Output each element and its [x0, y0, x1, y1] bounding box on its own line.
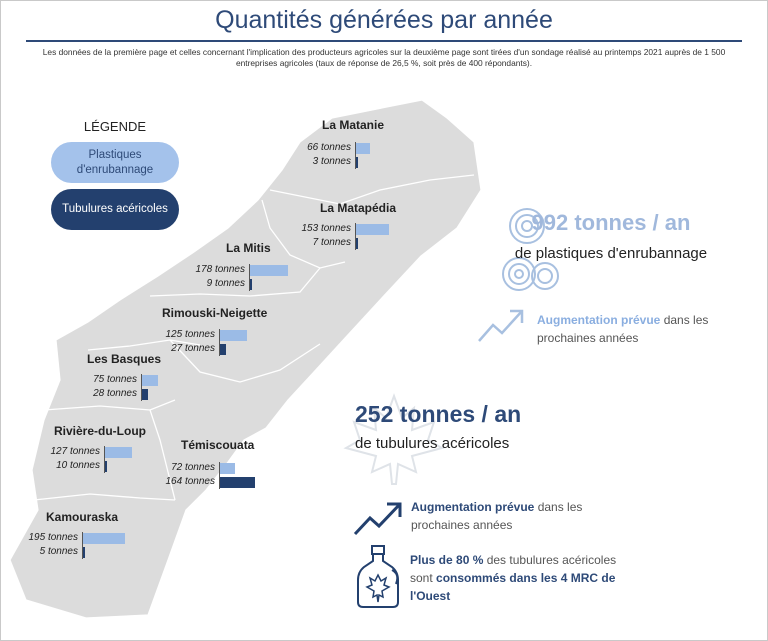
- plastiques-augmentation: [537, 311, 737, 347]
- plastiques-total-label: de plastiques d'enrubannage: [514, 245, 708, 262]
- trend-up-arrow-icon: [476, 305, 528, 345]
- region-name-temiscouata: Témiscouata: [181, 438, 255, 452]
- bar-tubulures-la-mitis: [250, 279, 252, 290]
- tubulures-augmentation: [411, 498, 611, 534]
- label-tubulures-la-mitis: 9 tonnes: [206, 278, 245, 289]
- label-plastiques-la-mitis: 178 tonnes: [195, 264, 245, 275]
- label-plastiques-temiscouata: 72 tonnes: [171, 462, 215, 473]
- page-title: Quantités générées par année: [215, 6, 553, 34]
- plastiques-total: 992 tonnes / an: [531, 210, 691, 235]
- bar-tubulures-la-matapedia: [356, 238, 358, 249]
- label-tubulures-la-matanie: 3 tonnes: [312, 156, 351, 167]
- region-name-kamouraska: Kamouraska: [46, 510, 119, 524]
- bar-plastiques-temiscouata: [220, 463, 235, 474]
- bar-tubulures-riviere-du-loup: [105, 461, 107, 472]
- bar-plastiques-les-basques: [142, 375, 158, 386]
- tubulures-total: 252 tonnes / an: [355, 401, 522, 427]
- label-tubulures-la-matapedia: 7 tonnes: [312, 237, 351, 248]
- conso-mid: des tubulures acéricoles sont: [410, 553, 617, 585]
- bar-tubulures-rimouski-neigette: [220, 344, 226, 355]
- bar-plastiques-rimouski-neigette: [220, 330, 247, 341]
- label-plastiques-la-matapedia: 153 tonnes: [301, 223, 351, 234]
- region-name-la-matapedia: La Matapédia: [320, 201, 397, 215]
- label-tubulures-kamouraska: 5 tonnes: [39, 546, 78, 557]
- label-tubulures-les-basques: 28 tonnes: [93, 388, 137, 399]
- label-tubulures-temiscouata: 164 tonnes: [165, 476, 215, 487]
- bar-plastiques-la-mitis: [250, 265, 288, 276]
- label-plastiques-riviere-du-loup: 127 tonnes: [50, 446, 100, 457]
- label-plastiques-la-matanie: 66 tonnes: [307, 142, 351, 153]
- bar-plastiques-la-matapedia: [356, 224, 389, 235]
- bar-tubulures-la-matanie: [356, 157, 358, 168]
- bar-plastiques-kamouraska: [83, 533, 125, 544]
- tubulures-aug-highlight: Augmentation prévue: [411, 500, 535, 514]
- region-name-rimouski-neigette: Rimouski-Neigette: [162, 306, 268, 320]
- label-plastiques-kamouraska: 195 tonnes: [28, 532, 78, 543]
- bar-tubulures-temiscouata: [220, 477, 255, 488]
- tubulures-total-label: de tubulures acéricoles: [355, 435, 510, 452]
- label-tubulures-riviere-du-loup: 10 tonnes: [56, 460, 100, 471]
- tubulures-aug-rest: dans les prochaines années: [411, 500, 583, 532]
- plastiques-aug-highlight: Augmentation prévue: [537, 313, 661, 327]
- plastiques-aug-rest: dans les prochaines années: [537, 313, 709, 345]
- maple-syrup-bottle-icon: [356, 544, 400, 610]
- region-name-les-basques: Les Basques: [87, 352, 162, 366]
- label-plastiques-rimouski-neigette: 125 tonnes: [165, 329, 215, 340]
- bar-plastiques-riviere-du-loup: [105, 447, 132, 458]
- conso-highlight-1: Plus de 80 %: [410, 553, 484, 567]
- legend-plastiques: Plastiques d'enrubannage: [51, 142, 179, 183]
- conso-highlight-2: consommés dans les 4 MRC de l'Ouest: [410, 571, 616, 603]
- legend-title: LÉGENDE: [83, 119, 147, 134]
- label-plastiques-les-basques: 75 tonnes: [93, 374, 137, 385]
- region-name-la-mitis: La Mitis: [226, 241, 271, 255]
- consommation-text: [410, 551, 620, 605]
- legend-tubulures: Tubulures acéricoles: [51, 189, 179, 230]
- trend-up-arrow-icon-2: [352, 496, 406, 538]
- bar-plastiques-la-matanie: [356, 143, 370, 154]
- bar-tubulures-les-basques: [142, 389, 148, 400]
- region-name-la-matanie: La Matanie: [322, 118, 385, 132]
- region-name-riviere-du-loup: Rivière-du-Loup: [54, 424, 146, 438]
- label-tubulures-rimouski-neigette: 27 tonnes: [171, 343, 215, 354]
- intro-text: Les données de la première page et celles concernant l'implication des producteurs agricoles sur la deuxième page sont tirées d'un sondage réalisé au printemps 2021 auprès de 1 500 entreprises agricoles (taux de réponse de 26,5 %, soit près de 400 répondants).: [42, 47, 726, 68]
- bar-tubulures-kamouraska: [83, 547, 85, 558]
